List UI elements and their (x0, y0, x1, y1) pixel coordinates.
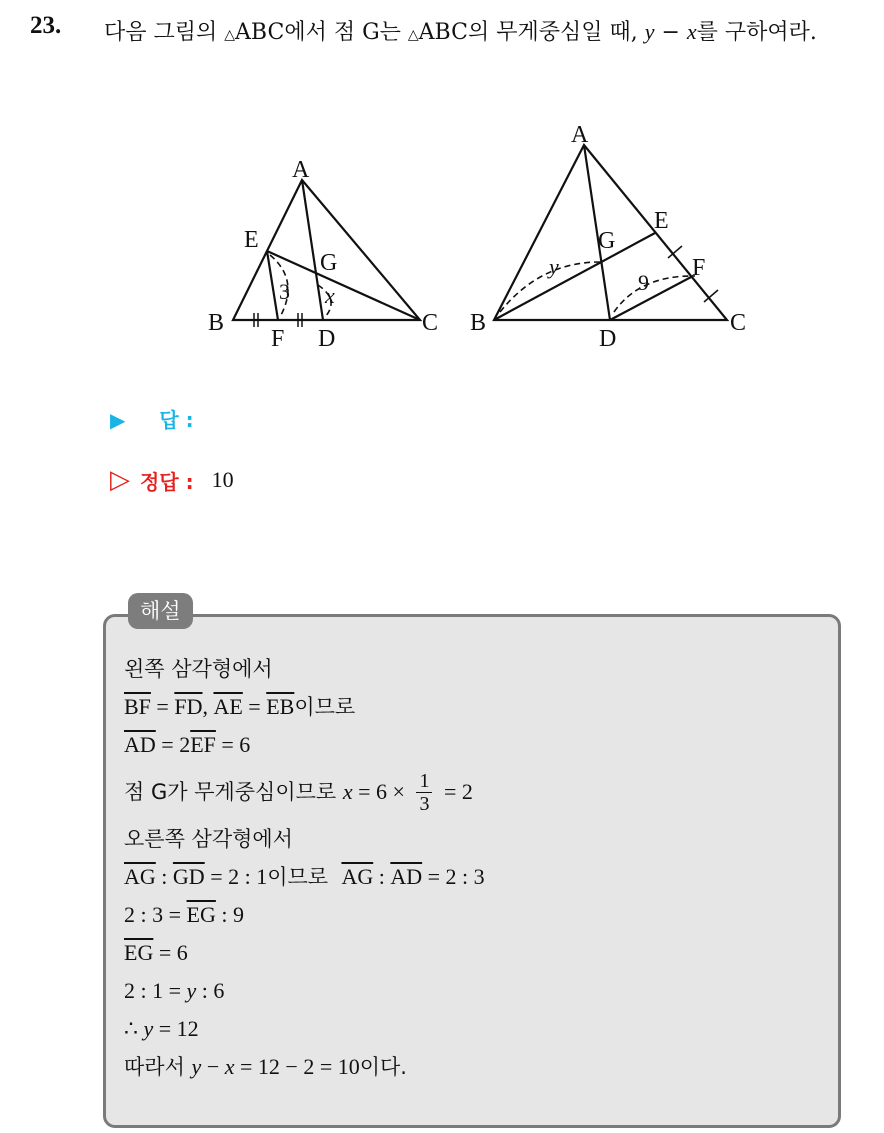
var-x: x (342, 779, 353, 804)
correct-label: 정답 : (140, 469, 194, 494)
right-label-a: A (571, 122, 589, 148)
sol-line-9 (124, 972, 485, 1010)
left-seg-x: x (325, 283, 335, 308)
right-label-g: G (598, 228, 616, 254)
seg-gd: $\overline{GD}$ (172, 864, 205, 889)
sol-line-4 (124, 764, 485, 820)
seg-ag: $\overline{AG}$ (124, 864, 156, 889)
question-text (104, 14, 874, 53)
right-seg-y: y (549, 254, 559, 279)
seg-ad: $\overline{AD}$ (124, 732, 156, 757)
right-label-c: C (730, 310, 747, 336)
triangle-name: ABC (235, 20, 285, 45)
left-label-f: F (271, 326, 285, 352)
question-text-part: 를 구하여라. (696, 20, 817, 45)
minus-sign: − (654, 20, 687, 45)
sol-line-1: 왼쪽 삼각형에서 (124, 657, 273, 681)
right-label-e: E (654, 208, 669, 234)
seg-ag: $\overline{AG}$ (341, 864, 374, 889)
answer-row (110, 404, 194, 433)
sol-text: = 6 (153, 940, 188, 965)
triangle-symbol: △ (407, 27, 419, 43)
right-label-b: B (470, 310, 487, 336)
question-number: 23. (30, 12, 62, 39)
question-text-part: 의 무게중심일 때, (467, 20, 645, 45)
solution-tab: 해설 (128, 593, 193, 629)
sol-text: = 2 : 3 (422, 864, 485, 889)
sol-line-2 (124, 688, 485, 726)
left-label-e: E (244, 227, 259, 253)
sol-text: = (242, 694, 267, 719)
question-text-part: 다음 그림의 (104, 20, 225, 45)
triangle-symbol: △ (224, 27, 236, 43)
right-label-f: F (692, 255, 706, 281)
seg-eg: $\overline{EG}$ (186, 902, 216, 927)
sol-text: , (202, 694, 214, 719)
sol-text: 2 : 1 = (124, 978, 187, 1003)
sol-text: = 2 : 1 (204, 864, 268, 889)
sol-text: 2 : 3 = (124, 902, 187, 927)
correct-value: 10 (211, 467, 234, 492)
seg-fd: $\overline{FD}$ (174, 694, 203, 719)
sol-text: − (201, 1054, 225, 1079)
sol-line-10 (124, 1010, 485, 1048)
numerator: 1 (416, 770, 432, 793)
sol-text: 이다. (359, 1055, 407, 1079)
sol-text: 따라서 (124, 1055, 192, 1079)
sol-line-8 (124, 934, 485, 972)
var-y: y (191, 1054, 202, 1079)
var-y: y (644, 19, 655, 44)
right-seg-9: 9 (638, 270, 649, 295)
denominator: 3 (419, 792, 430, 815)
answer-label: 답 : (159, 408, 194, 432)
seg-ae: $\overline{AE}$ (213, 694, 243, 719)
sol-text: : (373, 864, 391, 889)
sol-line-5: 오른쪽 삼각형에서 (124, 827, 293, 851)
correct-marker-icon: ▷ (110, 465, 130, 495)
left-label-d: D (318, 326, 336, 352)
sol-text: : (155, 864, 173, 889)
left-label-g: G (320, 250, 338, 276)
sol-line-6 (124, 858, 485, 896)
sol-text: : 6 (196, 978, 225, 1003)
seg-bf: $\overline{BF}$ (124, 694, 151, 719)
seg-eb: $\overline{EB}$ (266, 694, 295, 719)
sol-text: = 12 (153, 1016, 199, 1041)
figures (200, 110, 780, 360)
sol-line-7 (124, 896, 485, 934)
seg-ef: $\overline{EF}$ (190, 732, 216, 757)
left-label-a: A (292, 157, 310, 183)
sol-text: = 6 (215, 732, 251, 757)
var-y: y (186, 978, 197, 1003)
var-y: y (143, 1016, 154, 1041)
answer-marker-icon: ▶ (110, 408, 126, 432)
seg-eg: $\overline{EG}$ (124, 940, 154, 965)
solution-content (124, 650, 485, 1086)
seg-ad: $\overline{AD}$ (390, 864, 423, 889)
sol-text: 점 G가 무게중심이므로 (124, 780, 343, 804)
left-label-b: B (208, 310, 225, 336)
fraction (416, 770, 432, 815)
sol-text: = 2 (155, 732, 191, 757)
left-label-c: C (422, 310, 439, 336)
correct-answer-row (110, 465, 234, 495)
right-label-d: D (599, 326, 617, 352)
sol-text: = 12 − 2 = 10 (234, 1054, 360, 1079)
sol-text: 이므로 (267, 865, 342, 889)
sol-text: : 9 (215, 902, 244, 927)
triangle-name: ABC (418, 20, 468, 45)
sol-text: 이므로 (294, 695, 356, 719)
var-x: x (686, 19, 697, 44)
left-seg-3: 3 (279, 279, 290, 304)
sol-text: = (150, 694, 175, 719)
sol-line-11 (124, 1048, 485, 1086)
sol-text: = 6 × (352, 779, 411, 804)
sol-line-3 (124, 726, 485, 764)
var-x: x (224, 1054, 235, 1079)
question-text-part: 에서 점 G는 (284, 20, 408, 45)
sol-text: = 2 (438, 779, 473, 804)
therefore-symbol: ∴ (124, 1016, 144, 1041)
